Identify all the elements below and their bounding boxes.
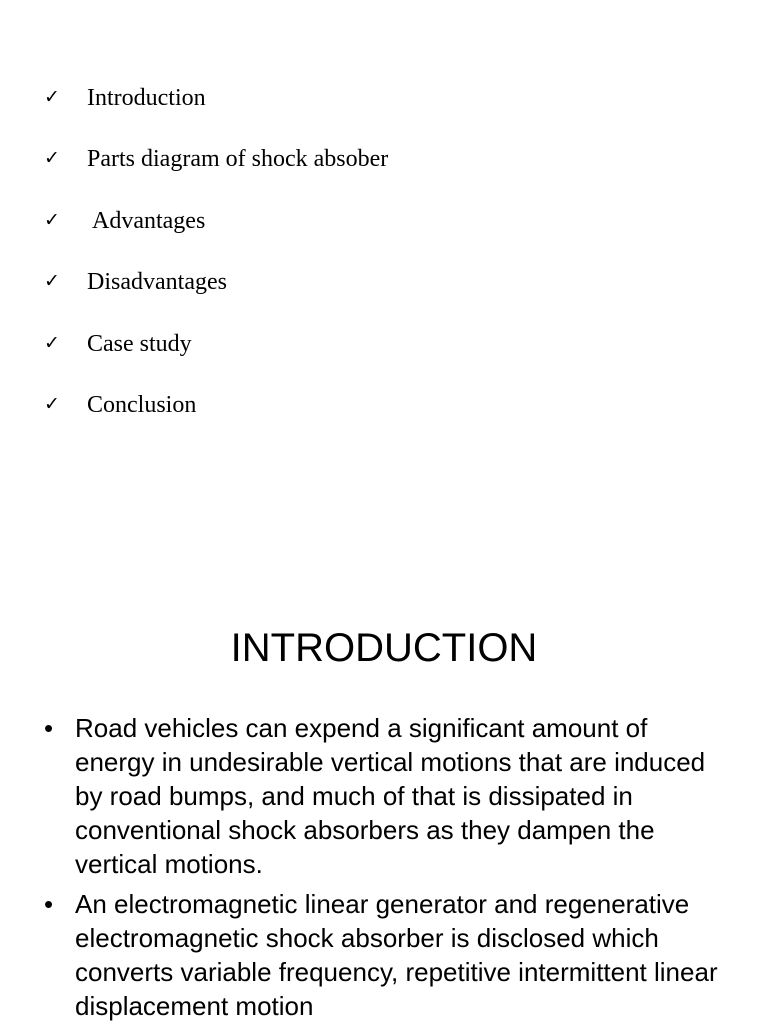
checkmark-icon: ✓ xyxy=(44,270,60,293)
agenda-item-label: Disadvantages xyxy=(87,269,227,296)
introduction-slide xyxy=(0,512,768,1024)
agenda-item-label: Case study xyxy=(87,330,192,357)
checkmark-icon: ✓ xyxy=(44,331,60,354)
bullet-list xyxy=(44,711,734,1024)
agenda-item-label: Advantages xyxy=(92,207,206,234)
checkmark-icon: ✓ xyxy=(44,392,60,415)
checkmark-icon: ✓ xyxy=(44,86,60,108)
checkmark-icon: ✓ xyxy=(44,147,60,170)
agenda-item-label: Conclusion xyxy=(87,391,197,418)
bullet-icon: • xyxy=(44,889,54,919)
bullet-icon: • xyxy=(44,713,54,743)
bullet-item xyxy=(44,887,734,1023)
slide-title: INTRODUCTION xyxy=(230,626,538,670)
agenda-item-label: Parts diagram of shock absober xyxy=(87,146,389,173)
bullet-item xyxy=(44,711,734,881)
bullet-text: An electromagnetic linear generator and regenerative electromagnetic shock absorber is disclosed which converts variable frequency, repetitive intermittent linear displacement motion xyxy=(75,889,718,1021)
checkmark-icon: ✓ xyxy=(44,208,60,231)
agenda-item-label: Introduction xyxy=(87,85,206,111)
bullet-text: Road vehicles can expend a significant amount of energy in undesirable vertical motions that are induced by road bumps, and much of that is dissipated in conventional shock absorbers as they dampen the vertical motions. xyxy=(75,713,706,879)
